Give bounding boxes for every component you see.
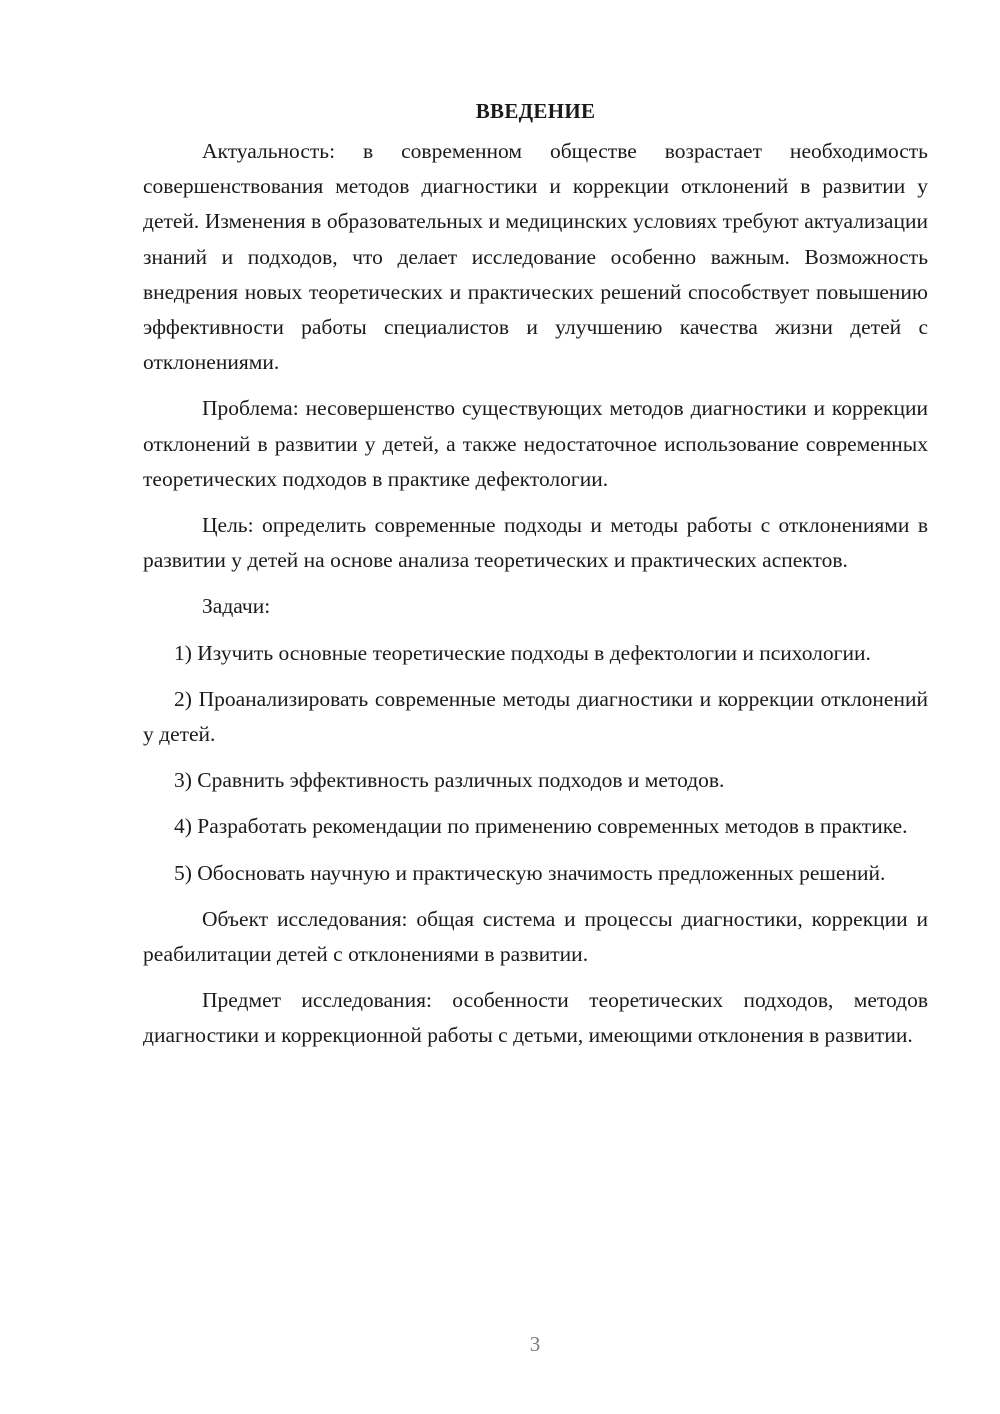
document-page bbox=[143, 95, 928, 1065]
paragraph-object: Объект исследования: общая система и процессы диагностики, коррекции и реабилитации детей с отклонениями в развитии. bbox=[143, 906, 928, 967]
paragraph-problem: Проблема: несовершенство существующих методов диагностики и коррекции отклонений в развитии у детей, а также недостаточное использование современных теоретических подходов в практике дефектологии. bbox=[143, 396, 928, 491]
paragraph-relevance: Актуальность: в современном обществе возрастает необходимость совершенствования методов диагностики и коррекции отклонений в развитии у детей. Изменения в образовательных и медицинских условиях требуют актуализации знаний и подходов, что делает исследование особенно важным. Возможность внедрения новых теоретических и практических решений способствует повышению эффективности работы специалистов и улучшению качества жизни детей с отклонениями. bbox=[143, 139, 928, 375]
task-item: 1) Изучить основные теоретические подходы в дефектологии и психологии. bbox=[174, 640, 871, 665]
task-item: 5) Обосновать научную и практическую значимость предложенных решений. bbox=[174, 860, 886, 885]
task-item: 4) Разработать рекомендации по применению современных методов в практике. bbox=[174, 814, 908, 839]
task-item: 3) Сравнить эффективность различных подходов и методов. bbox=[174, 768, 725, 793]
paragraph-goal: Цель: определить современные подходы и методы работы с отклонениями в развитии у детей на основе анализа теоретических и практических аспектов. bbox=[143, 513, 928, 573]
section-title: ВВЕДЕНИЕ bbox=[475, 99, 596, 123]
paragraph-subject: Предмет исследования: особенности теоретических подходов, методов диагностики и коррекционной работы с детьми, имеющими отклонения в развитии. bbox=[143, 988, 928, 1048]
tasks-heading: Задачи: bbox=[202, 594, 271, 619]
task-item: 2) Проанализировать современные методы диагностики и коррекции отклонений у детей. bbox=[143, 686, 928, 747]
page-number: 3 bbox=[529, 1332, 541, 1356]
